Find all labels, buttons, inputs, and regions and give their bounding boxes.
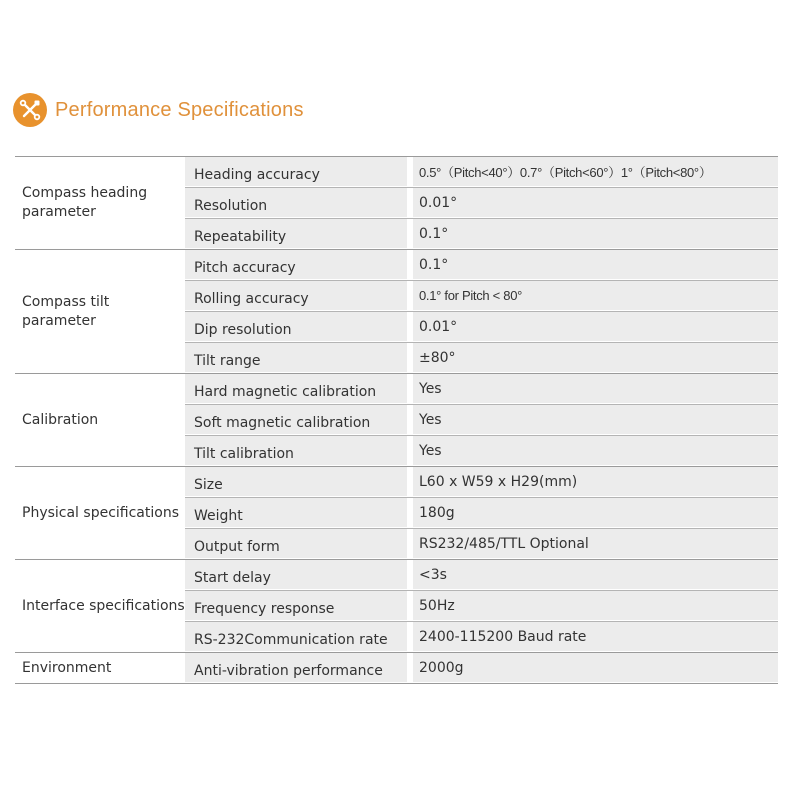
param-name: Tilt range bbox=[185, 343, 407, 373]
param-name: RS-232Communication rate bbox=[185, 622, 407, 652]
param-value: Yes bbox=[413, 436, 778, 466]
param-value: 0.01° bbox=[413, 188, 778, 218]
spec-row bbox=[185, 342, 778, 373]
group-label: Compass heading parameter bbox=[22, 185, 148, 220]
spec-row bbox=[185, 157, 778, 187]
param-name: Repeatability bbox=[185, 219, 407, 249]
param-value: 0.1° bbox=[413, 250, 778, 280]
spec-group bbox=[15, 249, 778, 373]
group-rows bbox=[185, 653, 778, 683]
spec-row bbox=[185, 590, 778, 621]
spec-row bbox=[185, 560, 778, 590]
spec-row bbox=[185, 467, 778, 497]
group-label: Calibration bbox=[22, 411, 99, 428]
param-name: Frequency response bbox=[185, 591, 407, 621]
group-rows bbox=[185, 560, 778, 652]
param-value: 50Hz bbox=[413, 591, 778, 621]
param-name: Weight bbox=[185, 498, 407, 528]
param-name: Resolution bbox=[185, 188, 407, 218]
group-label: Environment bbox=[22, 659, 112, 676]
spec-row bbox=[185, 250, 778, 280]
group-label: Compass tilt parameter bbox=[22, 293, 110, 329]
spec-group bbox=[15, 559, 778, 652]
param-name: Anti-vibration performance bbox=[185, 653, 407, 683]
param-value: 180g bbox=[413, 498, 778, 528]
spec-row bbox=[185, 435, 778, 466]
param-name: Soft magnetic calibration bbox=[185, 405, 407, 435]
param-value: Yes bbox=[413, 374, 778, 404]
param-name: Rolling accuracy bbox=[185, 281, 407, 311]
group-label: Interface specifications bbox=[22, 597, 185, 614]
spec-group bbox=[15, 156, 778, 249]
spec-row bbox=[185, 218, 778, 249]
group-rows bbox=[185, 374, 778, 466]
param-value: L60 x W59 x H29(mm) bbox=[413, 467, 778, 497]
param-value: 0.1° for Pitch < 80° bbox=[413, 281, 778, 311]
param-value: 2400-115200 Baud rate bbox=[413, 622, 778, 652]
group-rows bbox=[185, 157, 778, 249]
spec-row bbox=[185, 404, 778, 435]
specifications-table bbox=[15, 156, 778, 684]
param-value: 0.01° bbox=[413, 312, 778, 342]
param-value: RS232/485/TTL Optional bbox=[413, 529, 778, 559]
spec-row bbox=[185, 311, 778, 342]
param-name: Output form bbox=[185, 529, 407, 559]
param-name: Hard magnetic calibration bbox=[185, 374, 407, 404]
param-name: Tilt calibration bbox=[185, 436, 407, 466]
spec-row bbox=[185, 280, 778, 311]
param-value: <3s bbox=[413, 560, 778, 590]
param-name: Size bbox=[185, 467, 407, 497]
spec-row bbox=[185, 187, 778, 218]
section-header bbox=[13, 93, 304, 127]
spec-row bbox=[185, 374, 778, 404]
param-value: Yes bbox=[413, 405, 778, 435]
param-name: Start delay bbox=[185, 560, 407, 590]
group-rows bbox=[185, 467, 778, 559]
spec-group bbox=[15, 652, 778, 684]
wrench-screwdriver-icon bbox=[13, 93, 47, 127]
group-label: Physical specifications bbox=[22, 504, 179, 521]
spec-group bbox=[15, 466, 778, 559]
param-name: Heading accuracy bbox=[185, 157, 407, 187]
spec-row bbox=[185, 528, 778, 559]
param-value: 0.1° bbox=[413, 219, 778, 249]
param-value: 0.5°（Pitch<40°）0.7°（Pitch<60°）1°（Pitch<80°） bbox=[413, 157, 778, 187]
spec-group bbox=[15, 373, 778, 466]
param-value: ±80° bbox=[413, 343, 778, 373]
param-name: Pitch accuracy bbox=[185, 250, 407, 280]
spec-row bbox=[185, 497, 778, 528]
spec-row bbox=[185, 653, 778, 683]
param-value: 2000g bbox=[413, 653, 778, 683]
spec-row bbox=[185, 621, 778, 652]
param-name: Dip resolution bbox=[185, 312, 407, 342]
page-title: Performance Specifications bbox=[55, 98, 304, 121]
group-rows bbox=[185, 250, 778, 373]
